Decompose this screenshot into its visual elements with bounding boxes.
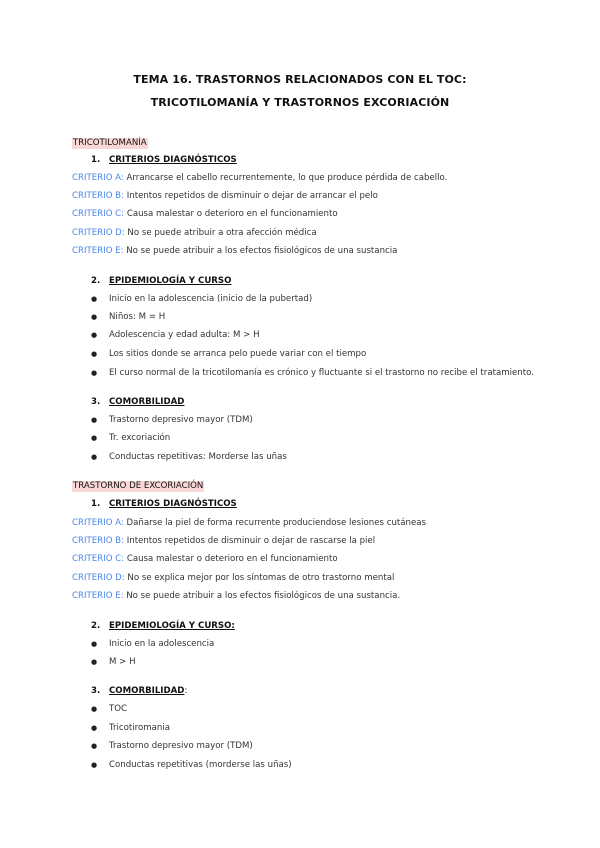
list-item: ● Conductas repetitivas (morderse las uñas) [91, 760, 292, 770]
list-item: ● M > H [91, 657, 136, 667]
list-item: ● Tr. excoriación [91, 433, 171, 443]
list-item: ● Tricotiromania [91, 723, 170, 733]
criterio-item: CRITERIO B: Intentos repetidos de disminuir o dejar de arrancar el pelo [72, 191, 378, 201]
bullet-icon: ● [91, 295, 98, 303]
heading-epidemiologia-excoriacion: 2. EPIDEMIOLOGÍA Y CURSO: [91, 621, 235, 631]
list-item: ● Adolescencia y edad adulta: M > H [91, 330, 260, 340]
list-item: ● Trastorno depresivo mayor (TDM) [91, 415, 253, 425]
heading-comorbilidad-excoriacion: 3. COMORBILIDAD: [91, 686, 188, 696]
criterio-item: CRITERIO C: Causa malestar o deterioro en el funcionamiento [72, 209, 338, 219]
bullet-icon: ● [91, 331, 98, 339]
list-item: ● Inicio en la adolescencia (inicio de la pubertad) [91, 294, 313, 304]
bullet-icon: ● [91, 724, 98, 732]
bullet-icon: ● [91, 705, 98, 713]
bullet-icon: ● [91, 761, 98, 769]
bullet-icon: ● [91, 434, 98, 442]
bullet-icon: ● [91, 416, 98, 424]
criterio-item: CRITERIO D: No se explica mejor por los síntomas de otro trastorno mental [72, 573, 395, 583]
heading-comorbilidad-tricotilomania: 3. COMORBILIDAD [91, 397, 185, 407]
heading-text: CRITERIOS DIAGNÓSTICOS [109, 155, 237, 165]
list-item: ● Inicio en la adolescencia [91, 639, 215, 649]
heading-number: 1. [91, 155, 101, 165]
bullet-icon: ● [91, 453, 98, 461]
heading-epidemiologia-tricotilomania: 2. EPIDEMIOLOGÍA Y CURSO [91, 276, 232, 286]
bullet-icon: ● [91, 640, 98, 648]
criterio-item: CRITERIO A: Arrancarse el cabello recurrentemente, lo que produce pérdida de cabello. [72, 173, 448, 183]
bullet-icon: ● [91, 313, 98, 321]
list-item: ● El curso normal de la tricotilomanía es crónico y fluctuante si el trastorno no recibe el tratamiento. [91, 368, 534, 378]
heading-criterios-excoriacion: 1. CRITERIOS DIAGNÓSTICOS [91, 499, 237, 509]
criterio-item: CRITERIO C: Causa malestar o deterioro en el funcionamiento [72, 554, 338, 564]
bullet-icon: ● [91, 742, 98, 750]
criterio-item: CRITERIO A: Dañarse la piel de forma recurrente produciendose lesiones cutáneas [72, 518, 427, 528]
page-title-line-1: TEMA 16. TRASTORNOS RELACIONADOS CON EL TOC: [133, 73, 467, 86]
list-item: ● Los sitios donde se arranca pelo puede variar con el tiempo [91, 349, 367, 359]
list-item: ● Niños: M = H [91, 312, 166, 322]
page-title-line-2: TRICOTILOMANÍA Y TRASTORNOS EXCORIACIÓN [150, 96, 450, 109]
heading-criterios-tricotilomania [91, 155, 237, 165]
criterio-item: CRITERIO B: Intentos repetidos de disminuir o dejar de rascarse la piel [72, 536, 376, 546]
section-label-tricotilomania: TRICOTILOMANÍA [73, 138, 147, 148]
list-item: ● Conductas repetitivas: Morderse las uñas [91, 452, 287, 462]
list-item: ● TOC [91, 704, 128, 714]
criterio-item: CRITERIO E: No se puede atribuir a los efectos fisiológicos de una sustancia. [72, 591, 401, 601]
section-label-excoriacion: TRASTORNO DE EXCORIACIÓN [73, 481, 204, 491]
bullet-icon: ● [91, 658, 98, 666]
criterio-item: CRITERIO E: No se puede atribuir a los efectos fisiológicos de una sustancia [72, 246, 398, 256]
bullet-icon: ● [91, 369, 98, 377]
bullet-icon: ● [91, 350, 98, 358]
criterio-item: CRITERIO D: No se puede atribuir a otra afección médica [72, 228, 317, 238]
list-item: ● Trastorno depresivo mayor (TDM) [91, 741, 253, 751]
